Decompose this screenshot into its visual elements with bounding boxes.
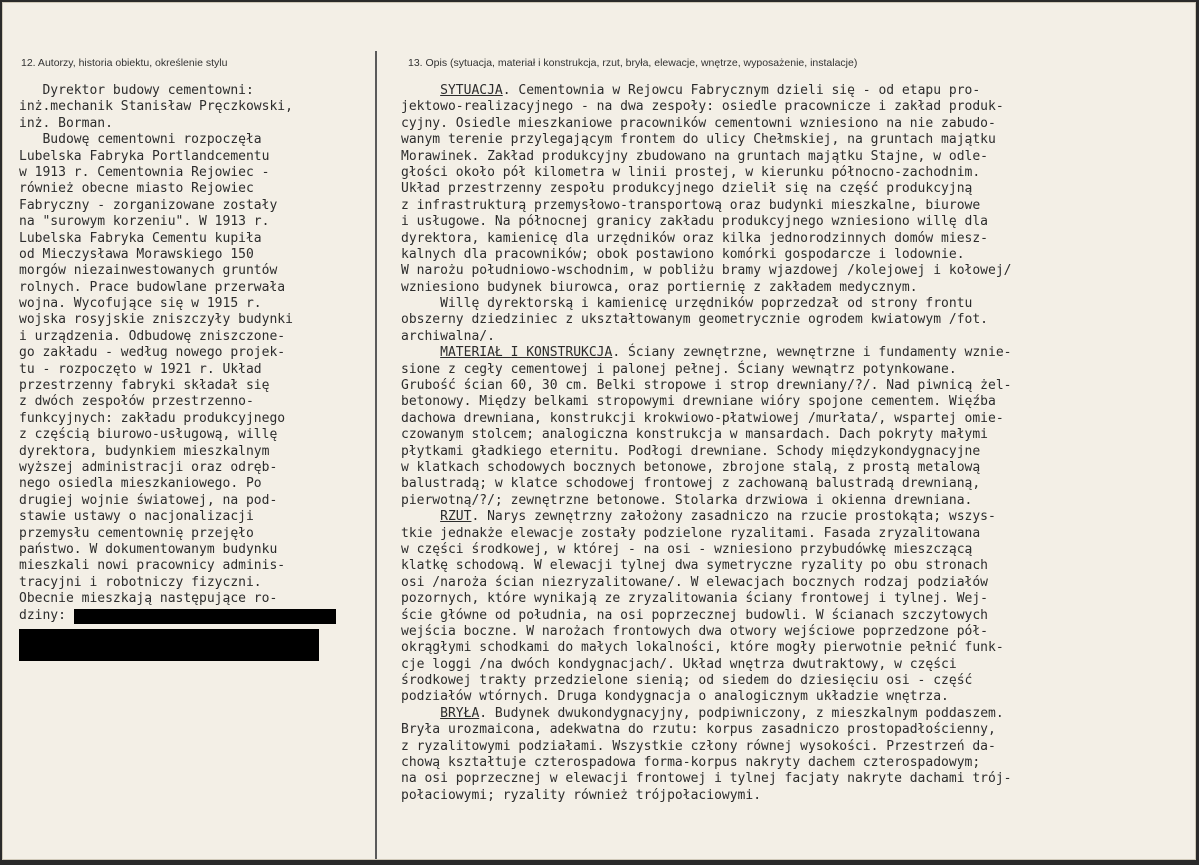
history-text-line: tracyjni i robotniczy fizyczni. xyxy=(19,574,262,590)
description-line-text: z infrastrukturą przemysłowo-transportową oraz budynki mieszkalne, biurowe xyxy=(401,197,981,213)
history-text-line: dyrektora, budynkiem mieszkalnym xyxy=(19,443,270,459)
description-text-line xyxy=(401,526,1191,542)
right-section-heading: 13. Opis (sytuacja, materiał i konstrukcja, rzut, bryła, elewacje, wnętrze, wyposażenie, instalacje) xyxy=(408,57,858,69)
history-text-line: Lubelska Fabryka Cementu kupiła xyxy=(19,230,262,246)
history-text-line: wyższej administracji oraz odręb- xyxy=(19,459,278,475)
history-text-line: Budowę cementowni rozpoczęła xyxy=(19,132,262,148)
description-line-text: chową kształtuje czterospadowa forma-korpus nakryty dachem czterospadowym; xyxy=(401,755,981,771)
description-line-text: wejścia boczne. W narożach frontowych dwa otwory wejściowe poprzedzone pół- xyxy=(401,623,988,639)
description-line-text: w części środkowej, w której - na osi - wzniesiono przybudówkę mieszczącą xyxy=(401,541,973,557)
description-text-line xyxy=(401,788,1191,804)
description-text-line xyxy=(401,83,1191,99)
description-line-text: archiwalna/. xyxy=(401,328,495,344)
history-text-line: państwo. W dokumentowanym budynku xyxy=(19,541,278,557)
history-text-line: przemysłu cementownię przejęło xyxy=(19,525,254,541)
description-line-text: Willę dyrektorską i kamienicę urzędników poprzedzał od strony frontu xyxy=(401,296,973,312)
history-text-line xyxy=(19,608,371,624)
section-label: SYTUACJA xyxy=(440,83,503,98)
description-line-text: cyjny. Osiedle mieszkaniowe pracowników cementowni wzniesiono na nie zabudo- xyxy=(401,115,996,131)
history-text-line: na "surowym korzeniu". W 1913 r. xyxy=(19,214,270,230)
description-text-line xyxy=(401,657,1191,673)
section-label: MATERIAŁ I KONSTRUKCJA xyxy=(440,345,613,361)
redaction-block xyxy=(19,629,319,661)
description-text-line xyxy=(401,755,1191,771)
description-line-text: jektowo-realizacyjnego - na dwa zespoły: osiedle pracownicze i zakład produk- xyxy=(401,99,1004,115)
description-text-line xyxy=(401,771,1191,787)
description-text-line xyxy=(401,247,1191,263)
history-text-line: stawie ustawy o nacjonalizacji xyxy=(19,509,254,525)
description-line-text: . Budynek dwukondygnacyjny, podpiwniczony, z mieszkalnym poddaszem. xyxy=(479,705,1004,721)
description-text-line xyxy=(401,673,1191,689)
history-text-column xyxy=(19,83,371,624)
description-line-text: obszerny dziedziniec z ukształtowanym geometrycznie ogrodem kwiatowym /fot. xyxy=(401,312,988,328)
description-line-text: głości około pół kilometra w linii prostej, w kierunku północno-zachodnim. xyxy=(401,164,981,180)
description-line-text: kalnych dla pracowników; obok postawiono komórki gospodarcze i lodownie. xyxy=(401,246,965,262)
description-line-text: dyrektora, kamienicę dla urzędników oraz kilka jednorodzinnych domów miesz- xyxy=(401,230,988,246)
history-text-line: inż. Borman. xyxy=(19,115,113,131)
history-text-line: Fabryczny - zorganizowane zostały xyxy=(19,197,278,213)
history-text-line: przestrzenny fabryki składał się xyxy=(19,378,270,394)
history-text-line: w 1913 r. Cementownia Rejowiec - xyxy=(19,164,270,180)
description-text-line xyxy=(401,362,1191,378)
description-line-text: i usługowe. Na północnej granicy zakładu produkcyjnego wzniesiono willę dla xyxy=(401,214,988,230)
description-text-line xyxy=(401,345,1191,361)
description-text-line xyxy=(401,739,1191,755)
description-text-line xyxy=(401,312,1191,328)
description-text-line xyxy=(401,640,1191,656)
history-text-line: rolnych. Prace budowlane przerwała xyxy=(19,279,286,295)
description-line-text: na osi poprzecznej w elewacji frontowej i tylnej facjaty nakryte dachami trój- xyxy=(401,771,1012,787)
description-line-text: podziałów wtórnych. Druga kondygnacja o analogicznym układzie wnętrza. xyxy=(401,689,949,705)
history-text-line: wojna. Wycofujące się w 1915 r. xyxy=(19,296,262,312)
description-line-text: Grubość ścian 60, 30 cm. Belki stropowe i strop drewniany/?/. Nad piwnicą żel- xyxy=(401,378,1012,394)
history-text-line: z dwóch zespołów przestrzenno- xyxy=(19,394,254,410)
description-text-line xyxy=(401,427,1191,443)
history-text-line: inż.mechanik Stanisław Pręczkowski, xyxy=(19,99,293,115)
description-line-text: płytkami gładkiego eternitu. Podłogi drewniane. Schody międzykondygnacyjne xyxy=(401,443,981,459)
history-text-line: go zakładu - według nowego projek- xyxy=(19,345,286,361)
description-text-line xyxy=(401,149,1191,165)
description-line-text: tkie jednakże elewacje zostały podzielone ryzalitami. Fasada zryzalitowana xyxy=(401,525,981,541)
description-text-line xyxy=(401,296,1191,312)
description-line-text: wzniesiono budynek biurowca, oraz portiernię z zakładem medycznym. xyxy=(401,279,918,295)
description-line-text: dachowa drewniana, konstrukcji krokwiowo-płatwiowej /murłata/, wspartej omie- xyxy=(401,410,1004,426)
description-text-line xyxy=(401,558,1191,574)
description-text-line xyxy=(401,542,1191,558)
description-line-text: pozornych, które wynikają ze zryzalitowania ściany frontowej i tylnej. Wej- xyxy=(401,591,988,607)
description-line-text: środkowej trakty przedzielone sienią; od siedem do dziesięciu osi - część xyxy=(401,673,973,689)
description-text-line xyxy=(401,575,1191,591)
history-text-line: Obecnie mieszkają następujące ro- xyxy=(19,591,278,607)
left-section-heading: 12. Autorzy, historia obiektu, określenie stylu xyxy=(21,57,228,69)
history-text-line: Dyrektor budowy cementowni: xyxy=(19,83,254,98)
description-text-line xyxy=(401,214,1191,230)
history-text-line: tu - rozpoczęto w 1921 r. Układ xyxy=(19,361,262,377)
description-text-line xyxy=(401,132,1191,148)
description-text-line xyxy=(401,329,1191,345)
description-line-text: pierwotną/?/; zewnętrzne betonowe. Stolarka drzwiowa i okienna drewniana. xyxy=(401,492,973,508)
description-text-line xyxy=(401,378,1191,394)
description-line-text: w klatkach schodowych bocznych betonowe, zbrojone stalą, z prostą metalową xyxy=(401,459,981,475)
description-line-text: okrągłymi schodkami do małych lokalności, które mogły pierwotnie pełnić funk- xyxy=(401,640,1004,656)
description-text-line xyxy=(401,476,1191,492)
description-line-text: W narożu południowo-wschodnim, w pobliżu bramy wjazdowej /kolejowej i kołowej/ xyxy=(401,263,1012,279)
history-text-line: funkcyjnych: zakładu produkcyjnego xyxy=(19,410,286,426)
description-text-line xyxy=(401,706,1191,722)
description-text-line xyxy=(401,689,1191,705)
history-text-line: morgów niezainwestowanych gruntów xyxy=(19,263,278,279)
document-card xyxy=(2,2,1196,860)
section-label: BRYŁA xyxy=(440,705,480,721)
description-text-line xyxy=(401,280,1191,296)
description-line-text: sione z cegły cementowej i palonej pełnej. Ściany wewnątrz potynkowane. xyxy=(401,361,957,377)
description-text-column xyxy=(401,83,1191,804)
description-line-text: betonowy. Między belkami stropowymi drewniane wióry spojone cementem. Więźba xyxy=(401,394,996,410)
history-text-line: od Mieczysława Morawskiego 150 xyxy=(19,246,254,262)
description-text-line xyxy=(401,116,1191,132)
description-line-text: z ryzalitowymi podziałami. Wszystkie człony równej wysokości. Przestrzeń da- xyxy=(401,738,996,754)
description-line-text: ście główne od południa, na osi poprzecznej budowli. W ścianach szczytowych xyxy=(401,607,988,623)
description-line-text: . Ściany zewnętrzne, wewnętrzne i fundamenty wznie- xyxy=(612,345,1012,361)
description-text-line xyxy=(401,509,1191,525)
description-text-line xyxy=(401,722,1191,738)
description-line-text: . Narys zewnętrzny założony zasadniczo na rzucie prostokąta; wszys- xyxy=(471,509,996,525)
description-line-text: osi /naroża ścian niezryzalitowane/. W elewacjach bocznych rodzaj podziałów xyxy=(401,574,988,590)
description-text-line xyxy=(401,394,1191,410)
description-text-line xyxy=(401,198,1191,214)
description-text-line xyxy=(401,165,1191,181)
description-text-line xyxy=(401,608,1191,624)
description-line-text: Układ przestrzenny zespołu produkcyjnego dzielił się na część produkcyjną xyxy=(401,181,973,197)
history-text-line: nego osiedla mieszkaniowego. Po xyxy=(19,476,262,492)
history-text-line: z częścią biurowo-usługową, willę xyxy=(19,427,278,443)
history-text-line: mieszkali nowi pracownicy adminis- xyxy=(19,558,286,574)
redaction-bar xyxy=(74,609,336,624)
history-last-line-text: dziny: xyxy=(19,607,66,623)
history-text-line: i urządzenia. Odbudowę zniszczone- xyxy=(19,328,286,344)
description-text-line xyxy=(401,411,1191,427)
section-label: RZUT xyxy=(440,509,472,525)
history-text-line: wojska rosyjskie zniszczyły budynki xyxy=(19,312,293,328)
column-divider xyxy=(375,51,377,860)
description-text-line xyxy=(401,231,1191,247)
description-line-text: Morawinek. Zakład produkcyjny zbudowano na gruntach majątku Stajne, w odle- xyxy=(401,148,988,164)
description-text-line xyxy=(401,444,1191,460)
description-text-line xyxy=(401,181,1191,197)
description-text-line xyxy=(401,493,1191,509)
description-line-text: . Cementownia w Rejowcu Fabrycznym dzieli się - od etapu pro- xyxy=(502,83,981,98)
description-text-line xyxy=(401,624,1191,640)
description-text-line xyxy=(401,460,1191,476)
description-line-text: wanym terenie przylegającym frontem do ulicy Chełmskiej, na gruntach majątku xyxy=(401,132,996,148)
description-line-text: balustradą; w klatce schodowej frontowej z zachowaną balustradą drewnianą, xyxy=(401,476,981,492)
history-text-line: Lubelska Fabryka Portlandcementu xyxy=(19,148,270,164)
description-line-text: połaciowymi; ryzality również trójpołaciowymi. xyxy=(401,787,762,803)
description-text-line xyxy=(401,591,1191,607)
description-text-line xyxy=(401,99,1191,115)
description-line-text: klatkę schodową. W elewacji tylnej dwa symetryczne ryzality po obu stronach xyxy=(401,558,988,574)
history-text-line: drugiej wojnie światowej, na pod- xyxy=(19,492,278,508)
description-text-line xyxy=(401,263,1191,279)
description-line-text: cje loggi /na dwóch kondygnacjach/. Układ wnętrza dwutraktowy, w części xyxy=(401,656,957,672)
description-line-text: czowanym stolcem; analogiczna konstrukcja w mansardach. Dach pokryty małymi xyxy=(401,427,988,443)
history-text-line: również obecne miasto Rejowiec xyxy=(19,181,254,197)
description-line-text: Bryła urozmaicona, adekwatna do rzutu: korpus zasadniczo prostopadłościenny, xyxy=(401,722,996,738)
